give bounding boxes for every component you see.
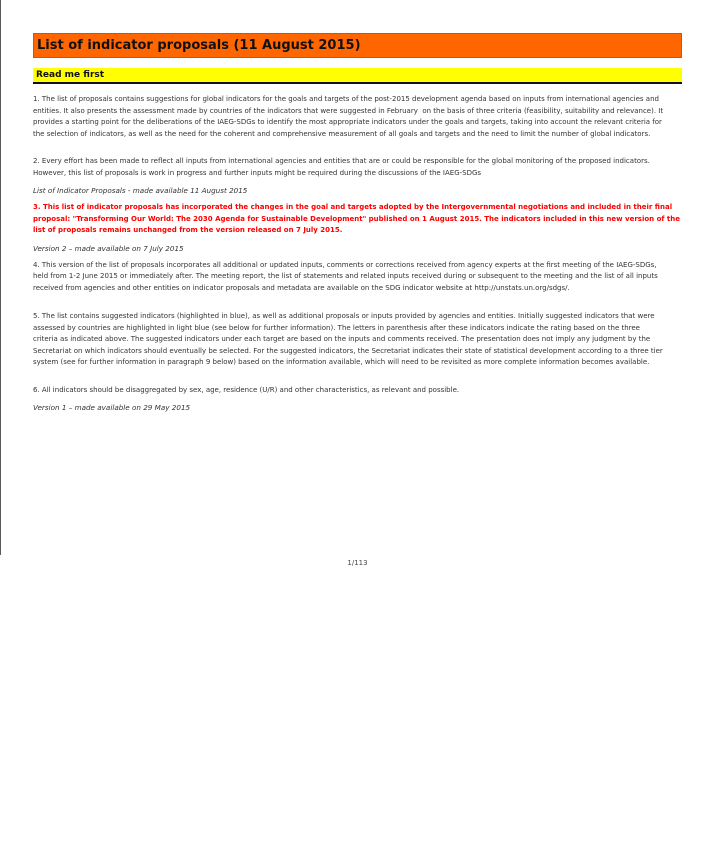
- readme-heading: Read me first: [33, 68, 682, 84]
- paragraph-5: 5. The list contains suggested indicators (highlighted in blue), as well as additional proposals or inputs provided by agencies and entities. Initially suggested indicators that were assessed by countries are highlighted in light blue (see below for further information). The letters in parenthesis after these indicators indicate the rating based on the three criteria as indicated above. The suggested indicators under each target are based on the inputs and comments received. The presentation does not imply any judgment by the Secretariat on which indicators should eventually be selected. For the suggested indicators, the Secretariat indicates their state of statistical development according to a three tier system (see for further information in paragraph 9 below) based on the information available, which will need to be revisited as more complete information becomes available.: [33, 312, 663, 366]
- document-title: List of indicator proposals (11 August 2015): [33, 33, 682, 58]
- document-page: [33, 33, 682, 567]
- paragraph-1: 1. The list of proposals contains suggestions for global indicators for the goals and targets of the post-2015 development agenda based on inputs from international agencies and entities. It also presents the assessment made by countries of the indicators that were suggested in February on the basis of three criteria (feasibility, suitability and relevance). It provides a starting point for the deliberations of the IAEG-SDGs to identify the most appropriate indicators under the goals and targets, taking into account the relevant criteria for the selection of indicators, as well as the need for the coherent and comprehensive measurement of all goals and targets and the need to limit the number of global indicators.: [33, 95, 664, 138]
- page-number: 1/113: [347, 559, 368, 567]
- version-3-note: List of Indicator Proposals - made available 11 August 2015: [33, 186, 248, 195]
- version-2-note: Version 2 – made available on 7 July 2015: [33, 243, 184, 253]
- paragraph-6: 6. All indicators should be disaggregated by sex, age, residence (U/R) and other characteristics, as relevant and possible.: [33, 385, 460, 394]
- left-border-line: [0, 0, 1, 555]
- version-1-note: Version 1 – made available on 29 May 2015: [33, 403, 191, 412]
- paragraph-2: 2. Every effort has been made to reflect all inputs from international agencies and entities that are or could be responsible for the global monitoring of the proposed indicators. However, this list of proposals is work in progress and further inputs might be required during the discussions of the IAEG-SDGs: [33, 157, 650, 177]
- paragraph-4: 4. This version of the list of proposals incorporates all additional or updated inputs, comments or corrections received from agency experts at the first meeting of the IAEG-SDGs, held from 1-2 June 2015 or immediately after. The meeting report, the list of statements and related inputs received during or subsequent to the meeting and the list of all inputs received from agencies and other entities on indicator proposals and metadata are available on the SDG indicator website at http://unstats.un.org/sdgs/.: [33, 260, 658, 292]
- paragraph-3-highlight: 3. This list of indicator proposals has incorporated the changes in the goal and targets adopted by the Intergovernmental negotiations and included in their final proposal: "Transforming Our World: The 2030 Agenda for Sustainable Development" published on 1 August 2015. The indicators included in this new version of the list of proposals remains unchanged from the version released on 7 July 2015.: [33, 203, 680, 234]
